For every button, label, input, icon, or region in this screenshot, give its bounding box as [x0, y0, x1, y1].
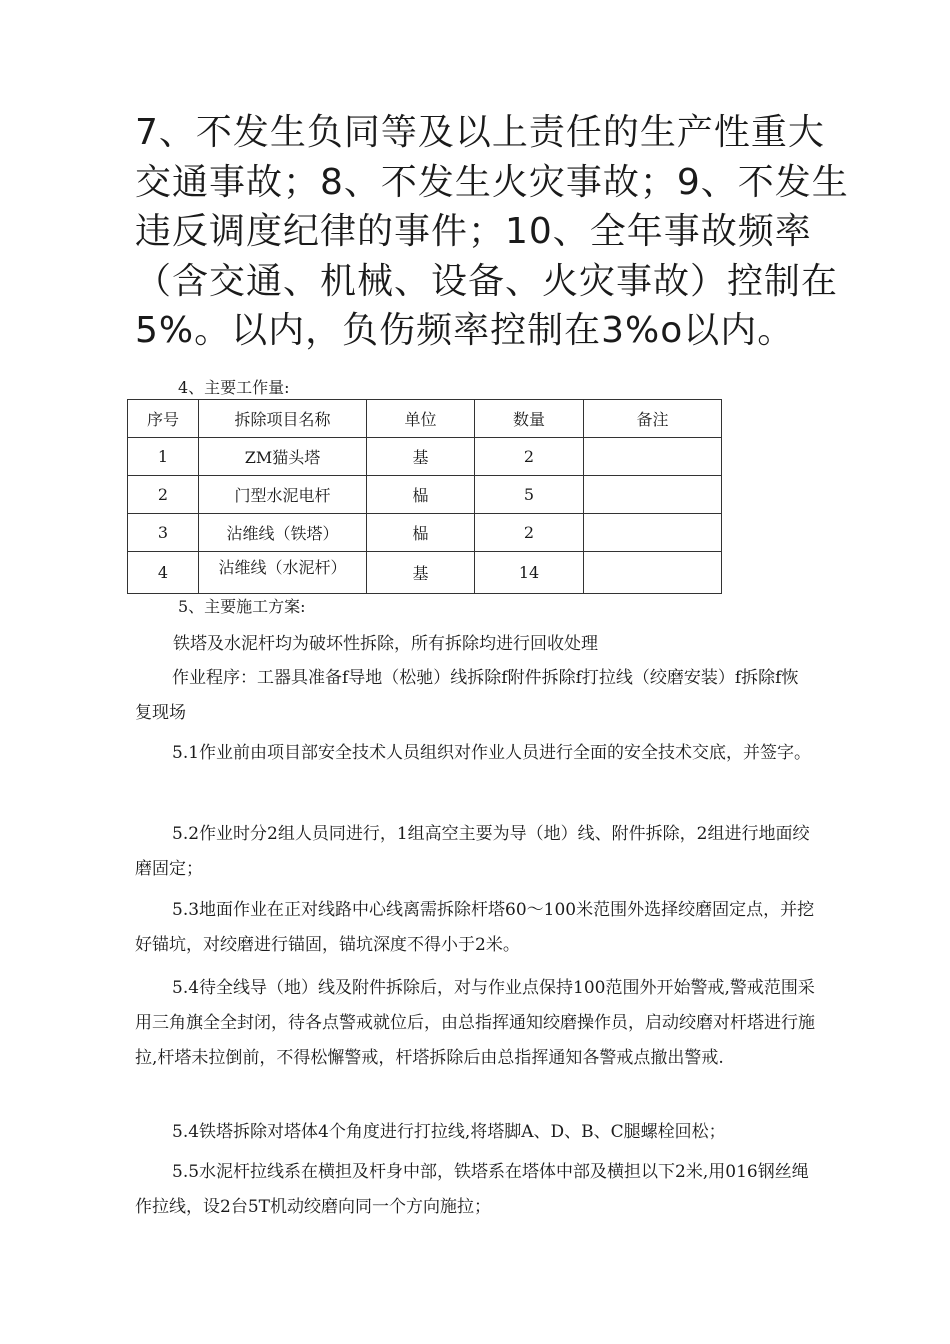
table-row — [128, 552, 722, 594]
table-cell: ZM猫头塔 — [199, 438, 367, 476]
paragraph-5-3: 5.3地面作业在正对线路中心线离需拆除杆塔60〜100米范围外选择绞磨固定点，并挖好锚坑，对绞磨进行锚固，锚坑深度不得小于2米。 — [135, 900, 815, 955]
paragraph-5-1: 5.1作业前由项目部安全技术人员组织对作业人员进行全面的安全技术交底，并签字。 — [172, 743, 812, 763]
table-cell: 4 — [128, 552, 199, 594]
section-5-heading: 5、主要施工方案: — [178, 597, 306, 616]
table-row — [128, 514, 722, 552]
procedure-paragraph: 作业程序：工器具准备f导地（松驰）线拆除f附件拆除f打拉线（绞磨安装）f拆除f恢复现场 — [135, 668, 799, 723]
table-cell — [584, 552, 722, 594]
table-cell: 3 — [128, 514, 199, 552]
table-cell: 1 — [128, 438, 199, 476]
header-cell: 序号 — [128, 400, 199, 438]
table-cell: 基 — [367, 438, 475, 476]
header-cell: 数量 — [475, 400, 584, 438]
intro-paragraph: 7、不发生负同等及以上责任的生产性重大交通事故；8、不发生火灾事故；9、不发生违反调度纪律的事件；10、全年事故频率（含交通、机械、设备、火灾事故）控制在5%。以内，负伤频率控制在3%o以内。 — [135, 112, 849, 351]
table-cell — [199, 552, 367, 594]
paragraph-5-4-warning: 5.4待全线导（地）线及附件拆除后，对与作业点保持100范围外开始警戒,警戒范围采用三角旗全全封闭，待各点警戒就位后，由总指挥通知绞磨操作员，启动绞磨对杆塔进行施拉,杆塔未拉倒前，不得松懈警戒，杆塔拆除后由总指挥通知各警戒点撤出警戒. — [135, 978, 815, 1068]
table-cell: 5 — [475, 476, 584, 514]
table-cell: 门型水泥电杆 — [199, 476, 367, 514]
table-header-row — [128, 400, 722, 438]
table-cell — [584, 438, 722, 476]
header-cell: 拆除项目名称 — [199, 400, 367, 438]
table-cell: 2 — [475, 438, 584, 476]
table-row — [128, 438, 722, 476]
paragraph-5-5: 5.5水泥杆拉线系在横担及杆身中部，铁塔系在塔体中部及横担以下2米,用016钢丝绳作拉线，设2台5T机动绞磨向同一个方向施拉； — [135, 1162, 809, 1217]
demolish-paragraph: 铁塔及水泥杆均为破坏性拆除，所有拆除均进行回收处理 — [173, 634, 598, 654]
table-cell: 榀 — [367, 514, 475, 552]
header-cell: 备注 — [584, 400, 722, 438]
table-row — [128, 476, 722, 514]
table-cell: 2 — [128, 476, 199, 514]
table-cell: 基 — [367, 552, 475, 594]
paragraph-5-2: 5.2作业时分2组人员同进行，1组高空主要为导（地）线、附件拆除，2组进行地面绞磨固定； — [135, 824, 810, 879]
workload-table — [127, 399, 722, 594]
table-cell: 榀 — [367, 476, 475, 514]
truncated-cell-text: 沾维线（水泥杆） — [218, 558, 347, 577]
header-cell: 单位 — [367, 400, 475, 438]
table-cell: 14 — [475, 552, 584, 594]
table-cell — [584, 476, 722, 514]
section-4-heading: 4、主要工作量: — [178, 378, 290, 397]
table-cell: 2 — [475, 514, 584, 552]
table-cell: 沾维线（铁塔） — [199, 514, 367, 552]
paragraph-5-4-tower: 5.4铁塔拆除对塔体4个角度进行打拉线,将塔脚A、D、B、C腿螺栓回松； — [172, 1122, 726, 1142]
table-cell — [584, 514, 722, 552]
